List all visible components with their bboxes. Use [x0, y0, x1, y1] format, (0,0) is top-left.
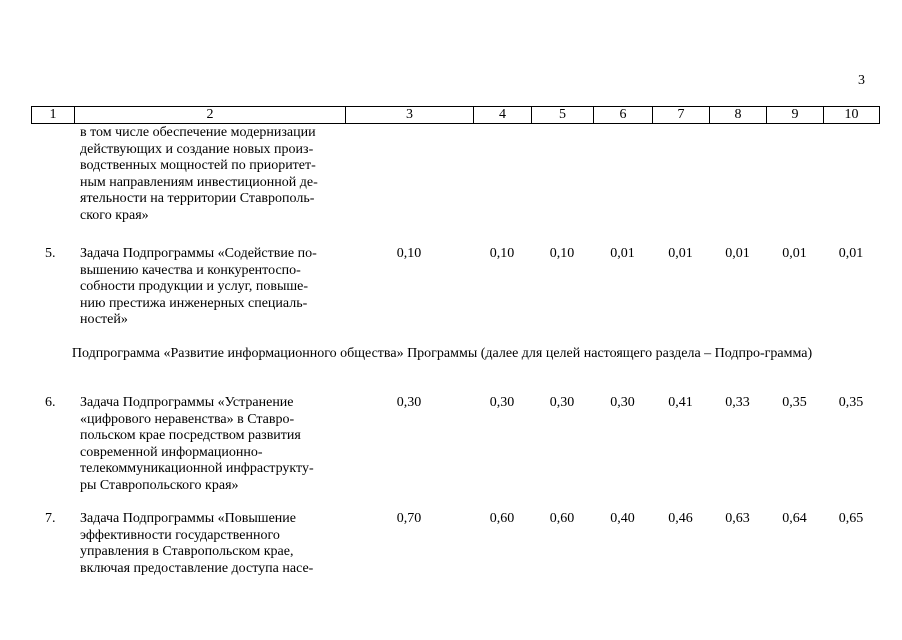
- page-number: 3: [858, 73, 865, 88]
- header-col-1: 1: [32, 107, 75, 124]
- header-col-8: 8: [710, 107, 767, 124]
- text-line: ры Ставропольского края»: [80, 477, 239, 493]
- value-col-3: 0,30: [396, 395, 422, 410]
- value-col-9: 0,01: [782, 246, 807, 261]
- text-line: телекоммуникационной инфраструкту-: [80, 461, 314, 477]
- value-col-10: 0,01: [838, 246, 864, 261]
- task-description: [80, 246, 339, 329]
- value-col-10: 0,65: [838, 511, 864, 526]
- value-col-10: 0,35: [838, 395, 864, 410]
- text-line: включая предоставление доступа насе-: [80, 560, 314, 576]
- text-line: вышению качества и конкурентоспо-: [80, 262, 301, 278]
- text-line: нию престижа инженерных специаль-: [80, 295, 308, 311]
- value-col-6: 0,30: [610, 395, 635, 410]
- header-col-6: 6: [594, 107, 653, 124]
- text-line: польском крае посредством развития: [80, 428, 301, 444]
- task-description: [80, 511, 339, 577]
- text-line: ностей»: [80, 312, 128, 328]
- value-col-7: 0,46: [668, 511, 693, 526]
- value-col-8: 0,63: [725, 511, 750, 526]
- text-line: в том числе обеспечение модернизации: [80, 125, 316, 140]
- text-line: «цифрового неравенства» в Ставро-: [80, 411, 295, 427]
- text-line: ным направлениям инвестиционной де-: [80, 174, 318, 190]
- text-line: Задача Подпрограммы «Повышение: [80, 511, 296, 526]
- header-col-10: 10: [824, 107, 880, 124]
- value-col-5: 0,10: [549, 246, 575, 261]
- row-number: 6.: [45, 395, 56, 410]
- text-line: Задача Подпрограммы «Устранение: [80, 395, 294, 410]
- header-col-3: 3: [346, 107, 474, 124]
- row-number: 7.: [45, 511, 56, 526]
- header-col-5: 5: [532, 107, 594, 124]
- value-col-4: 0,60: [489, 511, 515, 526]
- header-col-2: 2: [75, 107, 346, 124]
- value-col-3: 0,10: [396, 246, 422, 261]
- text-line: ского края»: [80, 207, 149, 223]
- header-col-4: 4: [474, 107, 532, 124]
- text-line: ятельности на территории Ставрополь-: [80, 191, 315, 207]
- text-line: управления в Ставропольском крае,: [80, 544, 294, 560]
- text-line: действующих и создание новых произ-: [80, 141, 314, 157]
- text-line: водственных мощностей по приоритет-: [80, 158, 316, 174]
- value-col-6: 0,40: [610, 511, 635, 526]
- text-line: собности продукции и услуг, повыше-: [80, 279, 309, 295]
- value-col-8: 0,01: [725, 246, 750, 261]
- task-description: [80, 125, 339, 225]
- task-description: [80, 395, 339, 495]
- row-number: 5.: [45, 246, 56, 261]
- value-col-7: 0,41: [668, 395, 693, 410]
- header-col-7: 7: [653, 107, 710, 124]
- value-col-3: 0,70: [396, 511, 422, 526]
- value-col-5: 0,60: [549, 511, 575, 526]
- value-col-4: 0,30: [489, 395, 515, 410]
- value-col-9: 0,35: [782, 395, 807, 410]
- text-line: эффективности государственного: [80, 527, 280, 543]
- value-col-8: 0,33: [725, 395, 750, 410]
- text-line: Задача Подпрограммы «Содействие по-: [80, 246, 317, 261]
- text-line: современной информационно-: [80, 444, 263, 460]
- value-col-4: 0,10: [489, 246, 515, 261]
- header-col-9: 9: [767, 107, 824, 124]
- value-col-7: 0,01: [668, 246, 693, 261]
- value-col-9: 0,64: [782, 511, 807, 526]
- column-number-header: [31, 106, 880, 124]
- value-col-6: 0,01: [610, 246, 635, 261]
- subprogram-heading: Подпрограмма «Развитие информационного общества» Программы (далее для целей настоящего раздела – Подпро-грамма): [71, 346, 813, 361]
- value-col-5: 0,30: [549, 395, 575, 410]
